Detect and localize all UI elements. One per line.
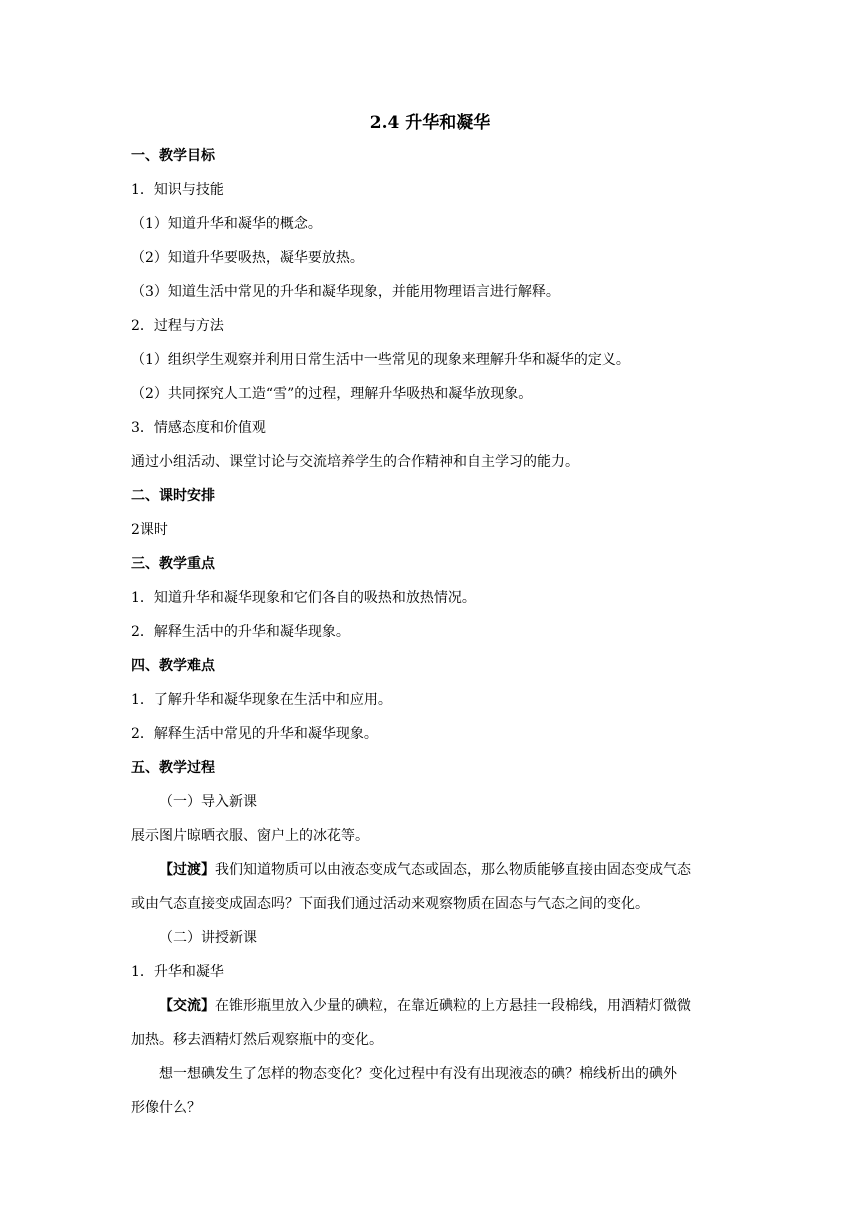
question-paragraph-line-1: 想一想碘发生了怎样的物态变化？变化过程中有没有出现液态的碘？棉线析出的碘外 [159, 1066, 677, 1082]
intro-text: 展示图片晾晒衣服、窗户上的冰花等。 [131, 828, 369, 844]
transition-text-1: 我们知道物质可以由液态变成气态或固态，那么物质能够直接由固态变成气态 [215, 862, 691, 878]
process-item-2: （2）共同探究人工造“雪”的过程，理解升华吸热和凝华放现象。 [131, 386, 533, 402]
heading-difficulties: 四、教学难点 [131, 658, 215, 674]
difficulty-1: 1．了解升华和凝华现象在生活中和应用。 [131, 692, 392, 708]
process-item-1: （1）组织学生观察并利用日常生活中一些常见的现象来理解升华和凝华的定义。 [131, 352, 630, 368]
document-body [131, 146, 731, 1132]
difficulty-2: 2．解释生活中常见的升华和凝华现象。 [131, 726, 378, 742]
goal-item-1: （1）知道升华和凝华的概念。 [131, 216, 322, 232]
exchange-paragraph-line-1 [131, 996, 731, 1016]
goal-item-3: （3）知道生活中常见的升华和凝华现象，并能用物理语言进行解释。 [131, 284, 560, 300]
heading-key-points: 三、教学重点 [131, 556, 215, 572]
heading-class-hours: 二、课时安排 [131, 488, 215, 504]
document-title: 2.4 升华和凝华 [369, 113, 491, 133]
subheading-process-methods: 2．过程与方法 [131, 318, 224, 334]
subheading-sublimation: 1．升华和凝华 [131, 964, 224, 980]
section-new-lesson: （二）讲授新课 [159, 930, 257, 946]
question-paragraph-line-2: 形像什么？ [131, 1100, 201, 1116]
subheading-attitude-values: 3．情感态度和价值观 [131, 420, 266, 436]
heading-teaching-goals: 一、教学目标 [131, 148, 215, 164]
heading-teaching-process: 五、教学过程 [131, 760, 215, 776]
attitude-text: 通过小组活动、课堂讨论与交流培养学生的合作精神和自主学习的能力。 [131, 454, 579, 470]
goal-item-2: （2）知道升华要吸热，凝华要放热。 [131, 250, 364, 266]
key-point-2: 2．解释生活中的升华和凝华现象。 [131, 624, 350, 640]
exchange-paragraph-line-2: 加热。移去酒精灯然后观察瓶中的变化。 [131, 1032, 383, 1048]
class-hours-text: 2课时 [131, 522, 168, 538]
key-point-1: 1．知道升华和凝华现象和它们各自的吸热和放热情况。 [131, 590, 476, 606]
subheading-knowledge-skills: 1．知识与技能 [131, 182, 224, 198]
section-intro: （一）导入新课 [159, 794, 257, 810]
exchange-tag: 【交流】 [159, 998, 215, 1014]
exchange-text-1: 在锥形瓶里放入少量的碘粒，在靠近碘粒的上方悬挂一段棉线，用酒精灯微微 [215, 998, 691, 1014]
transition-tag: 【过渡】 [159, 862, 215, 878]
transition-paragraph-line-1 [131, 860, 731, 880]
transition-paragraph-line-2: 或由气态直接变成固态吗？下面我们通过活动来观察物质在固态与气态之间的变化。 [131, 896, 649, 912]
